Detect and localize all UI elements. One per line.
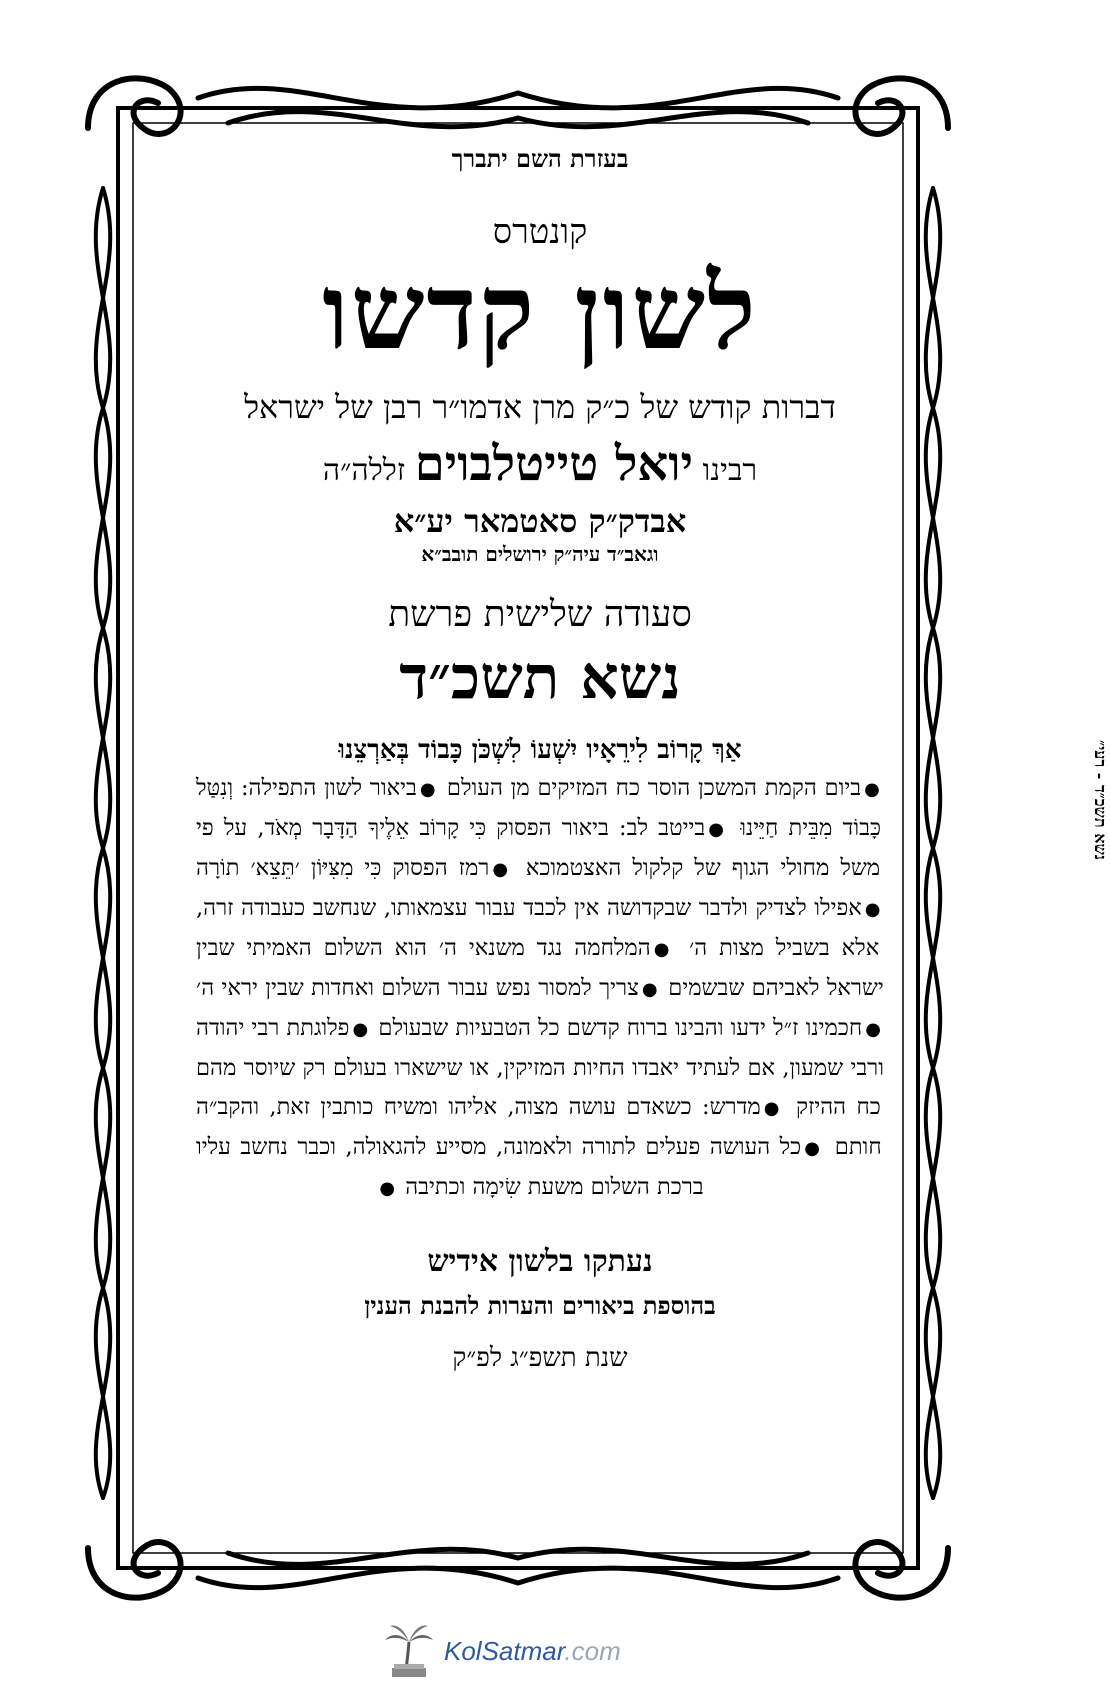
summary-item: פלוגתת רבי יהודה ורבי שמעון, אם לעתיד יאבדו החיות המזיקין, או שישארו בעולם רק שיוסר מהם כח ההיזק xyxy=(196,1015,884,1120)
summary-item: כל העושה פעלים לתורה ולאמונה, מסייע להגאולה, וכבר נחשב עליו ברכת השלום משעת שִׂימָה וכתיבה xyxy=(196,1134,802,1200)
author-line xyxy=(190,436,890,492)
bullet-icon: ● xyxy=(865,1019,881,1040)
author-name: יואל טייטלבוים xyxy=(414,436,694,492)
logo-domain: .com xyxy=(564,1635,621,1666)
summary-item: בייטב לב: ביאור הפסוק כִּי קָרוֹב אֵלֶיךָ הַדָּבָר מְאֹד, על פי משל מחולי הגוף של קלקול האצטמוכא xyxy=(196,815,881,881)
author-suffix: זללה״ה xyxy=(322,453,406,488)
additions-note: בהוספת ביאורים והערות להבנת הענין xyxy=(364,1291,716,1320)
bullet-icon: ● xyxy=(352,1019,369,1040)
site-logo[interactable] xyxy=(382,1622,621,1680)
author-town-secondary: וגאב״ד עיה״ק ירושלים תובב״א xyxy=(421,542,659,566)
bullet-icon: ● xyxy=(653,939,675,960)
publication-year: שנת תשפ״ג לפ״ק xyxy=(452,1343,628,1373)
verse-heading: אַךְ קָרוֹב לִירֵאָיו יִשְׁעוֹ לִשְׁכֹּן כָּבוֹד בְּאַרְצֵנוּ xyxy=(338,735,742,765)
summary-item: ביאור לשון התפילה: וְנִטַּל כָּבוֹד מִבֵּית חַיֵּינוּ xyxy=(196,775,881,841)
bullet-icon: ● xyxy=(492,859,512,880)
author-prefix: רבינו xyxy=(702,453,758,488)
bullet-icon: ● xyxy=(641,979,658,1000)
bullet-icon: ● xyxy=(864,779,881,800)
logo-text xyxy=(444,1636,621,1667)
bullet-icon: ● xyxy=(804,1138,823,1159)
title-page-content xyxy=(190,130,890,1530)
logo-name: KolSatmar xyxy=(444,1635,565,1666)
translation-note: נעתקו בלשון אידיש xyxy=(427,1244,653,1279)
side-running-header: נשא תשכ״ד - רעי״ xyxy=(1091,739,1110,861)
author-description: דברות קודש של כ״ק מרן אדמו״ר רבן של ישראל xyxy=(244,388,836,426)
palm-tree-book-icon xyxy=(382,1622,436,1680)
summary-paragraph xyxy=(190,769,890,1208)
blessing-line: בעזרת השם יתברך xyxy=(451,144,629,173)
summary-item: צריך למסור נפש עבור השלום ואחדות שבין יראי ה׳ xyxy=(196,975,639,1001)
summary-item: אפילו לצדיק ולדבר שבקדושה אין לכבד עבור עצמאותו, שנחשב כעבודה זרה, אלא בשביל מצות ה׳ xyxy=(196,895,880,961)
bullet-icon: ● xyxy=(379,1178,396,1199)
author-town: אבדק״ק סאטמאר יע״א xyxy=(393,502,687,540)
page-title: לשון קדשו xyxy=(322,250,758,373)
bullet-icon: ● xyxy=(763,1098,783,1119)
summary-item: מדרש: כשאדם עושה מצוה, אליהו ומשיח כותבין זאת, והקב״ה חותם xyxy=(196,1094,882,1160)
summary-item: ביום הקמת המשכן הוסר כח המזיקים מן העולם xyxy=(446,775,862,801)
bullet-icon: ● xyxy=(419,779,437,800)
occasion-seuda: סעודה שלישית פרשת xyxy=(388,594,692,635)
bullet-icon: ● xyxy=(708,819,727,840)
summary-item: חכמינו ז״ל ידעו והבינו ברוח קדשם כל הטבעיות שבעולם xyxy=(378,1015,863,1041)
bullet-icon: ● xyxy=(864,899,881,920)
summary-item: רמז הפסוק כִּי מִצִּיּוֹן ׳תֵּצֵא׳ תוֹרָה xyxy=(196,855,490,881)
kuntres-label: קונטרס xyxy=(492,212,588,252)
summary-item: המלחמה נגד משנאי ה׳ הוא השלום האמיתי שבין ישראל לאביהם שבשמים xyxy=(196,935,884,1001)
occasion-parsha: נשא תשכ״ד xyxy=(399,643,681,713)
